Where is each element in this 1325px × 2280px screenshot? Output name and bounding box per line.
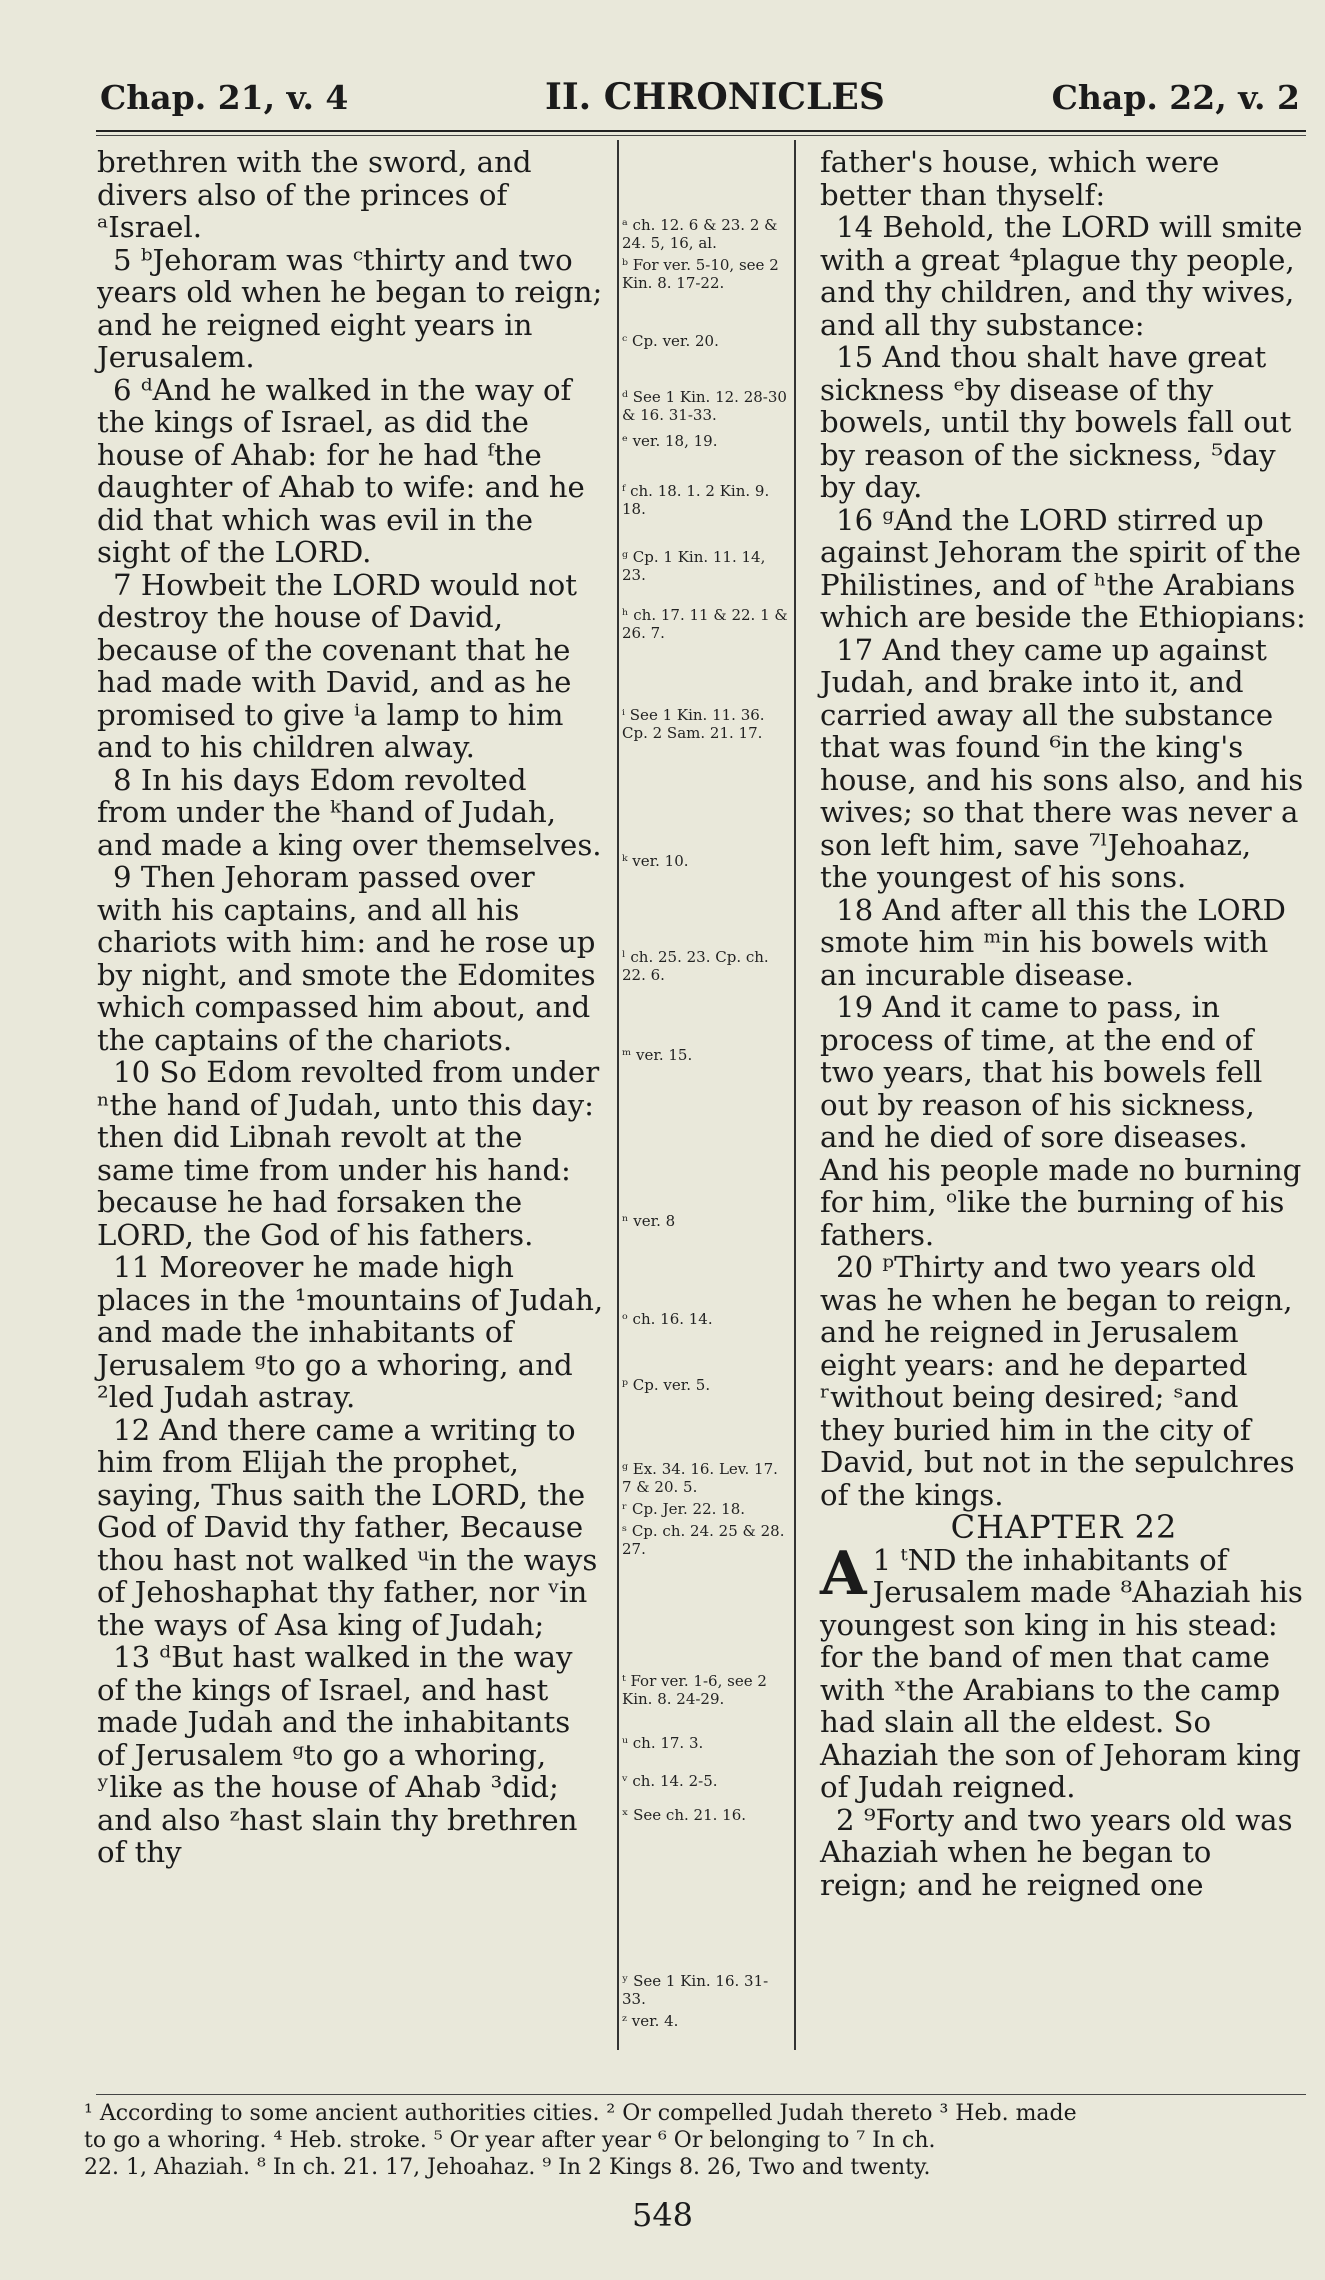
cross-reference: ⁿ ver. 8 bbox=[622, 1212, 676, 1230]
verse-paragraph: 2 ⁹Forty and two years old was Ahaziah when he began to reign; and he reigned one bbox=[820, 1802, 1293, 1902]
cross-reference: ˣ See ch. 21. 16. bbox=[622, 1806, 746, 1824]
verse-paragraph: 19 And it came to pass, in process of time, at the end of two years, that his bowels fell out by reason of his sickness, and he died of sore diseases. And his people made no burning for him, ᵒlike the burning of his fathers. bbox=[820, 990, 1302, 1252]
cross-reference: ⁱ See 1 Kin. 11. 36. Cp. 2 Sam. 21. 17. bbox=[622, 706, 765, 742]
cross-reference-column bbox=[622, 146, 792, 2046]
cross-reference: ᶜ Cp. ver. 20. bbox=[622, 332, 719, 350]
verse-paragraph: father's house, which were better than thyself: bbox=[820, 145, 1220, 212]
verse-paragraph: 13 ᵈBut hast walked in the way of the kings of Israel, and hast made Judah and the inhabitants of Jerusalem ᵍto go a whoring, ʸlike as the house of Ahab ³did; and also ᶻhast slain thy brethren of thy bbox=[97, 1640, 578, 1869]
verse-paragraph: 10 So Edom revolted from under ⁿthe hand of Judah, unto this day: then did Libnah revolt at the same time from under his hand: because he had forsaken the LORD, the God of his fathers. bbox=[97, 1055, 600, 1252]
cross-reference: ᶻ ver. 4. bbox=[622, 2012, 679, 2030]
running-header bbox=[100, 78, 1300, 130]
verse-paragraph bbox=[820, 1538, 1308, 1804]
verse-paragraph: brethren with the sword, and divers also of the princes of ᵃIsrael. bbox=[97, 145, 532, 244]
verse-paragraph: 14 Behold, the LORD will smite with a great ⁴plague thy people, and thy children, and thy wives, and all thy substance: bbox=[820, 210, 1303, 342]
verse-paragraph: 7 Howbeit the LORD would not destroy the house of David, because of the covenant that he had made with David, and as he promised to give ⁱa lamp to him and to his children alway. bbox=[97, 567, 577, 764]
cross-reference: ᵃ ch. 12. 6 & 23. 2 & 24. 5, 16, al. bbox=[622, 216, 778, 252]
left-text-column bbox=[97, 146, 605, 1869]
verse-paragraph: 8 In his days Edom revolted from under the ᵏhand of Judah, and made a king over themselves. bbox=[97, 762, 602, 862]
verse-paragraph: 5 ᵇJehoram was ᶜthirty and two years old when he began to reign; and he reigned eight years in Jerusalem. bbox=[97, 242, 603, 374]
right-text-column bbox=[820, 146, 1308, 1901]
header-rule-thin bbox=[96, 135, 1306, 136]
cross-reference: ᵖ Cp. ver. 5. bbox=[622, 1376, 711, 1394]
cross-reference: ˡ ch. 25. 23. Cp. ch. 22. 6. bbox=[622, 948, 769, 984]
header-rule bbox=[96, 130, 1306, 132]
header-book-title: II. CHRONICLES bbox=[545, 76, 885, 118]
cross-reference: ᵍ Ex. 34. 16. Lev. 17. 7 & 20. 5. bbox=[622, 1460, 778, 1496]
verse-text: ND the inhabitants of Jerusalem made ⁸Ahaziah his youngest son king in his stead: for the band of men that came with ˣthe Arabians to the camp had slain all the eldest. So Ahaziah the son of Jehoram king of Judah reigned. bbox=[820, 1542, 1303, 1804]
verse-paragraph: 11 Moreover he made high places in the ¹mountains of Judah, and made the inhabitants of Jerusalem ᵍto go a whoring, and ²led Judah astray. bbox=[97, 1250, 604, 1414]
footnote-rule bbox=[96, 2094, 1306, 2095]
header-left: Chap. 21, v. 4 bbox=[100, 78, 349, 117]
verse-number: 1 ᵗ bbox=[872, 1542, 908, 1577]
cross-reference: ˢ Cp. ch. 24. 25 & 28. 27. bbox=[622, 1522, 785, 1558]
cross-reference: ʸ See 1 Kin. 16. 31-33. bbox=[622, 1972, 769, 2008]
column-divider-right bbox=[794, 140, 796, 2050]
verse-paragraph: 6 ᵈAnd he walked in the way of the kings of Israel, as did the house of Ahab: for he had ᶠthe daughter of Ahab to wife: and he did that which was evil in the sight of the LORD. bbox=[97, 372, 585, 569]
header-right: Chap. 22, v. 2 bbox=[1051, 78, 1300, 117]
cross-reference: ᵍ Cp. 1 Kin. 11. 14, 23. bbox=[622, 548, 766, 584]
column-divider-left bbox=[617, 140, 619, 2050]
cross-reference: ᵘ ch. 17. 3. bbox=[622, 1734, 704, 1752]
page-number: 548 bbox=[631, 2196, 694, 2234]
cross-reference: ᵏ ver. 10. bbox=[622, 852, 689, 870]
cross-reference: ʳ Cp. Jer. 22. 18. bbox=[622, 1500, 746, 1518]
chapter-heading: CHAPTER 22 bbox=[950, 1508, 1178, 1546]
cross-reference: ᵛ ch. 14. 2-5. bbox=[622, 1772, 718, 1790]
cross-reference: ᵗ For ver. 1-6, see 2 Kin. 8. 24-29. bbox=[622, 1672, 767, 1708]
verse-paragraph: 9 Then Jehoram passed over with his captains, and all his chariots with him: and he rose up by night, and smote the Edomites which compassed him about, and the captains of the chariots. bbox=[97, 860, 596, 1057]
verse-paragraph: 17 And they came up against Judah, and brake into it, and carried away all the substance that was found ⁶in the king's house, and his sons also, and his wives; so that there was never a son left him, save ⁷ˡJehoahaz, the youngest of his sons. bbox=[820, 632, 1304, 894]
footnote-line: to go a whoring. ⁴ Heb. stroke. ⁵ Or year after year ⁶ Or belonging to ⁷ In ch. bbox=[84, 2128, 936, 2153]
drop-cap: A bbox=[820, 1538, 867, 1609]
verse-paragraph: 15 And thou shalt have great sickness ᵉby disease of thy bowels, until thy bowels fall out by reason of the sickness, ⁵day by day. bbox=[820, 340, 1292, 504]
cross-reference: ᵒ ch. 16. 14. bbox=[622, 1310, 713, 1328]
footnotes bbox=[84, 2100, 1314, 2181]
cross-reference: ᵈ See 1 Kin. 12. 28-30 & 16. 31-33. bbox=[622, 388, 787, 424]
cross-reference: ᶠ ch. 18. 1. 2 Kin. 9. 18. bbox=[622, 482, 770, 518]
verse-paragraph: 20 ᵖThirty and two years old was he when he began to reign, and he reigned in Jerusalem eight years: and he departed ʳwithout being desired; ˢand they buried him in the city of David, but not in the sepulchres of the kings. bbox=[820, 1250, 1295, 1512]
cross-reference: ʰ ch. 17. 11 & 22. 1 & 26. 7. bbox=[622, 606, 788, 642]
verse-paragraph: 18 And after all this the LORD smote him ᵐin his bowels with an incurable disease. bbox=[820, 892, 1286, 992]
cross-reference: ᵉ ver. 18, 19. bbox=[622, 432, 718, 450]
verse-paragraph: 12 And there came a writing to him from Elijah the prophet, saying, Thus saith the LORD, the God of David thy father, Because thou hast not walked ᵘin the ways of Jehoshaphat thy father, nor ᵛin the ways of Asa king of Judah; bbox=[97, 1412, 598, 1642]
cross-reference: ᵇ For ver. 5-10, see 2 Kin. 8. 17-22. bbox=[622, 256, 779, 292]
footnote-line: ¹ According to some ancient authorities cities. ² Or compelled Judah thereto ³ Heb. made bbox=[84, 2101, 1077, 2126]
footnote-line: 22. 1, Ahaziah. ⁸ In ch. 21. 17, Jehoahaz. ⁹ In 2 Kings 8. 26, Two and twenty. bbox=[84, 2155, 931, 2180]
verse-paragraph: 16 ᵍAnd the LORD stirred up against Jehoram the spirit of the Philistines, and of ʰthe Arabians which are beside the Ethiopians: bbox=[820, 502, 1306, 634]
cross-reference: ᵐ ver. 15. bbox=[622, 1046, 693, 1064]
